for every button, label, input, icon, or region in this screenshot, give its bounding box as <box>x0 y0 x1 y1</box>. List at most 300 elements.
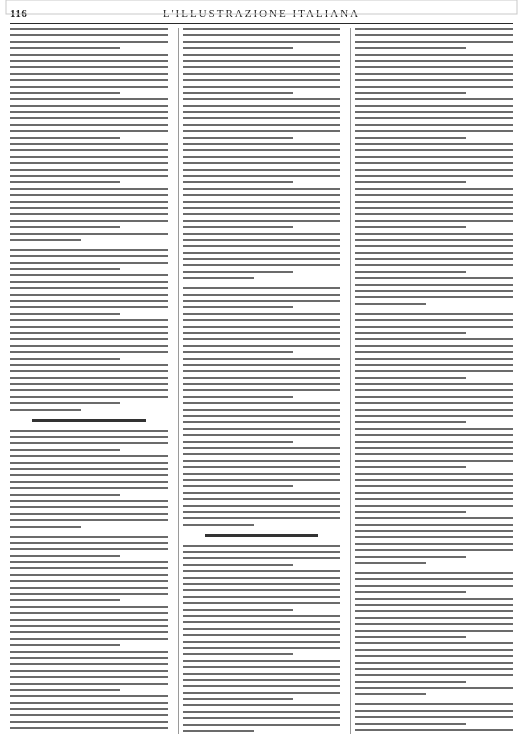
text-line <box>355 453 513 455</box>
text-line <box>355 610 513 612</box>
text-line <box>10 162 168 164</box>
text-line <box>183 409 341 411</box>
text-line <box>10 41 168 43</box>
text-line <box>183 300 341 302</box>
text-line <box>10 383 168 385</box>
text-line <box>183 389 341 391</box>
text-line <box>355 169 513 171</box>
text-line <box>183 124 341 126</box>
text-line <box>183 609 293 611</box>
text-line <box>10 462 168 464</box>
text-line <box>183 621 341 623</box>
text-line <box>183 492 341 494</box>
text-line <box>183 175 341 177</box>
text-line <box>183 698 293 700</box>
text-line <box>183 570 341 572</box>
page-number: 116 <box>10 8 28 20</box>
text-line <box>183 666 341 668</box>
text-line <box>183 441 293 443</box>
text-line <box>183 724 341 726</box>
text-line <box>355 617 513 619</box>
text-line <box>183 557 341 559</box>
text-line <box>10 274 168 276</box>
text-line <box>10 727 168 729</box>
text-line <box>10 79 168 81</box>
text-line <box>10 294 168 296</box>
text-line <box>355 264 513 266</box>
text-line <box>355 585 513 587</box>
text-line <box>10 306 168 308</box>
text-line <box>183 692 341 694</box>
text-line <box>10 149 168 151</box>
text-line <box>183 194 341 196</box>
text-line <box>10 175 168 177</box>
text-line <box>355 124 513 126</box>
text-line <box>355 351 513 353</box>
text-line <box>355 466 465 468</box>
text-line <box>183 551 341 553</box>
text-line <box>183 460 341 462</box>
text-line <box>355 562 426 564</box>
section-heading <box>183 534 341 537</box>
text-line <box>183 704 341 706</box>
text-line <box>10 644 120 646</box>
text-line <box>183 169 341 171</box>
text-line <box>355 434 513 436</box>
text-line <box>183 679 341 681</box>
column-right <box>350 28 513 734</box>
text-line <box>183 634 341 636</box>
text-line <box>10 98 168 100</box>
text-line <box>10 213 168 215</box>
text-line <box>10 137 120 139</box>
text-line <box>10 631 168 633</box>
text-line <box>183 252 341 254</box>
text-line <box>10 574 168 576</box>
text-line <box>355 370 513 372</box>
text-line <box>355 447 513 449</box>
text-line <box>10 474 168 476</box>
text-line <box>183 402 341 404</box>
text-line <box>183 447 341 449</box>
text-line <box>183 207 341 209</box>
text-line <box>355 693 426 695</box>
text-line <box>10 233 168 235</box>
text-line <box>355 492 513 494</box>
text-line <box>10 481 168 483</box>
text-line <box>355 505 513 507</box>
text-line <box>10 548 168 550</box>
text-line <box>355 642 513 644</box>
text-line <box>355 137 465 139</box>
text-line <box>183 271 293 273</box>
text-line <box>183 583 341 585</box>
text-line <box>355 687 513 689</box>
text-line <box>183 277 254 279</box>
text-line <box>10 670 168 672</box>
text-line <box>355 358 513 360</box>
text-line <box>183 358 341 360</box>
text-line <box>355 409 513 411</box>
text-line <box>183 86 341 88</box>
text-line <box>10 619 168 621</box>
text-line <box>10 506 168 508</box>
text-line <box>355 428 513 430</box>
text-line <box>355 284 513 286</box>
text-line <box>355 364 513 366</box>
text-line <box>183 326 341 328</box>
text-line <box>183 34 341 36</box>
text-line <box>355 79 513 81</box>
text-line <box>183 332 341 334</box>
text-line <box>10 593 168 595</box>
text-line <box>183 498 341 500</box>
text-line <box>10 409 81 411</box>
text-line <box>10 319 168 321</box>
text-line <box>183 647 341 649</box>
text-line <box>355 530 513 532</box>
text-line <box>10 542 168 544</box>
text-line <box>183 60 341 62</box>
text-line <box>355 723 465 725</box>
text-line <box>10 338 168 340</box>
text-line <box>10 396 168 398</box>
text-line <box>10 194 168 196</box>
text-line <box>10 287 168 289</box>
text-line <box>10 721 168 723</box>
text-line <box>355 130 513 132</box>
text-line <box>183 338 341 340</box>
page-header <box>10 8 513 22</box>
heading-line <box>205 534 319 537</box>
text-line <box>10 300 168 302</box>
text-line <box>10 281 168 283</box>
text-line <box>355 549 513 551</box>
text-line <box>355 623 513 625</box>
text-line <box>355 41 513 43</box>
text-line <box>10 612 168 614</box>
text-line <box>183 117 341 119</box>
text-line <box>183 313 341 315</box>
text-line <box>10 358 120 360</box>
text-line <box>355 319 513 321</box>
text-line <box>183 511 341 513</box>
text-line <box>355 460 513 462</box>
text-line <box>10 536 168 538</box>
text-line <box>355 47 465 49</box>
text-line <box>355 524 513 526</box>
text-line <box>355 60 513 62</box>
text-line <box>355 716 513 718</box>
text-line <box>183 239 341 241</box>
text-line <box>10 169 168 171</box>
text-line <box>183 545 341 547</box>
text-line <box>10 455 168 457</box>
text-line <box>10 181 120 183</box>
text-line <box>183 233 341 235</box>
text-line <box>10 92 120 94</box>
text-line <box>183 415 341 417</box>
text-line <box>10 377 168 379</box>
text-line <box>183 294 341 296</box>
text-line <box>183 54 341 56</box>
text-line <box>183 421 341 423</box>
text-line <box>355 421 465 423</box>
text-line <box>10 255 168 257</box>
text-line <box>10 332 168 334</box>
text-line <box>10 442 168 444</box>
text-line <box>355 226 465 228</box>
text-line <box>355 207 513 209</box>
text-line <box>355 313 513 315</box>
text-line <box>355 441 513 443</box>
text-line <box>183 287 341 289</box>
text-line <box>10 606 168 608</box>
text-line <box>10 262 168 264</box>
text-line <box>183 351 293 353</box>
text-line <box>355 143 513 145</box>
text-line <box>183 226 293 228</box>
text-line <box>10 657 168 659</box>
text-line <box>10 526 81 528</box>
text-columns <box>10 28 513 734</box>
text-line <box>355 66 513 68</box>
text-line <box>10 513 168 515</box>
text-line <box>183 111 341 113</box>
text-line <box>355 681 465 683</box>
text-line <box>183 162 341 164</box>
text-line <box>355 703 513 705</box>
text-line <box>10 689 120 691</box>
text-line <box>355 252 513 254</box>
text-line <box>10 105 168 107</box>
text-line <box>355 98 513 100</box>
text-line <box>355 473 513 475</box>
text-line <box>183 220 341 222</box>
text-line <box>355 105 513 107</box>
text-line <box>10 430 168 432</box>
text-line <box>10 500 168 502</box>
text-line <box>183 245 341 247</box>
text-line <box>183 479 341 481</box>
text-line <box>355 175 513 177</box>
text-line <box>183 602 341 604</box>
text-line <box>183 711 341 713</box>
text-line <box>355 220 513 222</box>
text-line <box>355 668 513 670</box>
text-line <box>183 188 341 190</box>
text-line <box>183 156 341 158</box>
text-line <box>355 213 513 215</box>
text-line <box>10 519 168 521</box>
text-line <box>10 708 168 710</box>
text-line <box>10 54 168 56</box>
text-line <box>10 695 168 697</box>
text-line <box>355 34 513 36</box>
text-line <box>10 714 168 716</box>
text-line <box>10 402 120 404</box>
text-line <box>183 428 341 430</box>
text-line <box>355 28 513 30</box>
text-line <box>10 587 168 589</box>
text-line <box>10 567 168 569</box>
text-line <box>183 615 341 617</box>
heading-line <box>32 419 146 422</box>
text-line <box>355 271 465 273</box>
text-line <box>10 370 168 372</box>
text-line <box>355 591 465 593</box>
text-line <box>10 268 120 270</box>
text-line <box>10 143 168 145</box>
text-line <box>183 149 341 151</box>
text-line <box>10 494 120 496</box>
text-line <box>183 264 341 266</box>
text-line <box>10 313 120 315</box>
text-line <box>355 338 513 340</box>
text-line <box>183 41 341 43</box>
text-line <box>183 628 341 630</box>
running-title: L'ILLUSTRAZIONE ITALIANA <box>162 8 361 20</box>
text-line <box>355 598 513 600</box>
text-line <box>355 655 513 657</box>
text-line <box>355 326 513 328</box>
text-line <box>183 564 293 566</box>
text-line <box>355 332 465 334</box>
text-line <box>183 383 341 385</box>
text-line <box>183 92 293 94</box>
column-middle <box>178 28 341 734</box>
text-line <box>10 130 168 132</box>
text-line <box>355 578 513 580</box>
text-line <box>355 377 465 379</box>
text-line <box>10 220 168 222</box>
text-line <box>355 86 513 88</box>
text-line <box>183 73 341 75</box>
text-line <box>355 572 513 574</box>
text-line <box>10 449 120 451</box>
text-line <box>183 485 293 487</box>
text-line <box>10 625 168 627</box>
text-line <box>355 296 513 298</box>
text-line <box>183 213 341 215</box>
text-line <box>10 468 168 470</box>
text-line <box>183 685 341 687</box>
text-line <box>183 370 341 372</box>
text-line <box>10 580 168 582</box>
text-line <box>183 143 341 145</box>
text-line <box>183 258 341 260</box>
text-line <box>355 485 513 487</box>
text-line <box>355 111 513 113</box>
text-line <box>10 683 168 685</box>
text-line <box>10 201 168 203</box>
text-line <box>355 636 465 638</box>
text-line <box>183 396 293 398</box>
text-line <box>10 249 168 251</box>
text-line <box>10 60 168 62</box>
text-line <box>10 345 168 347</box>
text-line <box>183 105 341 107</box>
text-line <box>355 54 513 56</box>
header-rule <box>10 23 513 24</box>
text-line <box>355 149 513 151</box>
text-line <box>355 201 513 203</box>
text-line <box>183 345 341 347</box>
text-line <box>10 226 120 228</box>
text-line <box>355 729 513 731</box>
text-line <box>355 303 426 305</box>
text-line <box>183 181 293 183</box>
text-line <box>10 663 168 665</box>
text-line <box>183 453 341 455</box>
text-line <box>10 389 168 391</box>
text-line <box>355 556 465 558</box>
text-line <box>183 130 341 132</box>
text-line <box>10 364 168 366</box>
text-line <box>183 596 341 598</box>
text-line <box>355 73 513 75</box>
text-line <box>10 111 168 113</box>
text-line <box>183 66 341 68</box>
text-line <box>355 674 513 676</box>
text-line <box>10 555 120 557</box>
text-line <box>355 604 513 606</box>
text-line <box>355 479 513 481</box>
text-line <box>355 181 465 183</box>
text-line <box>183 28 341 30</box>
text-line <box>355 396 513 398</box>
text-line <box>355 92 465 94</box>
text-line <box>10 638 168 640</box>
text-line <box>183 364 341 366</box>
text-line <box>355 402 513 404</box>
text-line <box>355 156 513 158</box>
text-line <box>10 156 168 158</box>
column-left <box>10 28 168 734</box>
text-line <box>10 28 168 30</box>
text-line <box>355 194 513 196</box>
text-line <box>183 319 341 321</box>
text-line <box>355 117 513 119</box>
text-line <box>355 543 513 545</box>
text-line <box>10 436 168 438</box>
text-line <box>355 258 513 260</box>
text-line <box>10 124 168 126</box>
text-line <box>10 34 168 36</box>
text-line <box>10 599 120 601</box>
text-line <box>183 641 341 643</box>
text-line <box>355 233 513 235</box>
text-line <box>183 717 341 719</box>
text-line <box>183 505 341 507</box>
text-line <box>183 137 293 139</box>
text-line <box>355 290 513 292</box>
text-line <box>355 239 513 241</box>
text-line <box>183 589 341 591</box>
text-line <box>10 702 168 704</box>
text-line <box>10 487 168 489</box>
text-line <box>10 326 168 328</box>
text-line <box>183 577 341 579</box>
text-line <box>355 536 513 538</box>
text-line <box>10 651 168 653</box>
text-line <box>183 524 254 526</box>
text-line <box>355 415 513 417</box>
text-line <box>355 383 513 385</box>
text-line <box>10 676 168 678</box>
text-line <box>183 473 341 475</box>
text-line <box>183 79 341 81</box>
